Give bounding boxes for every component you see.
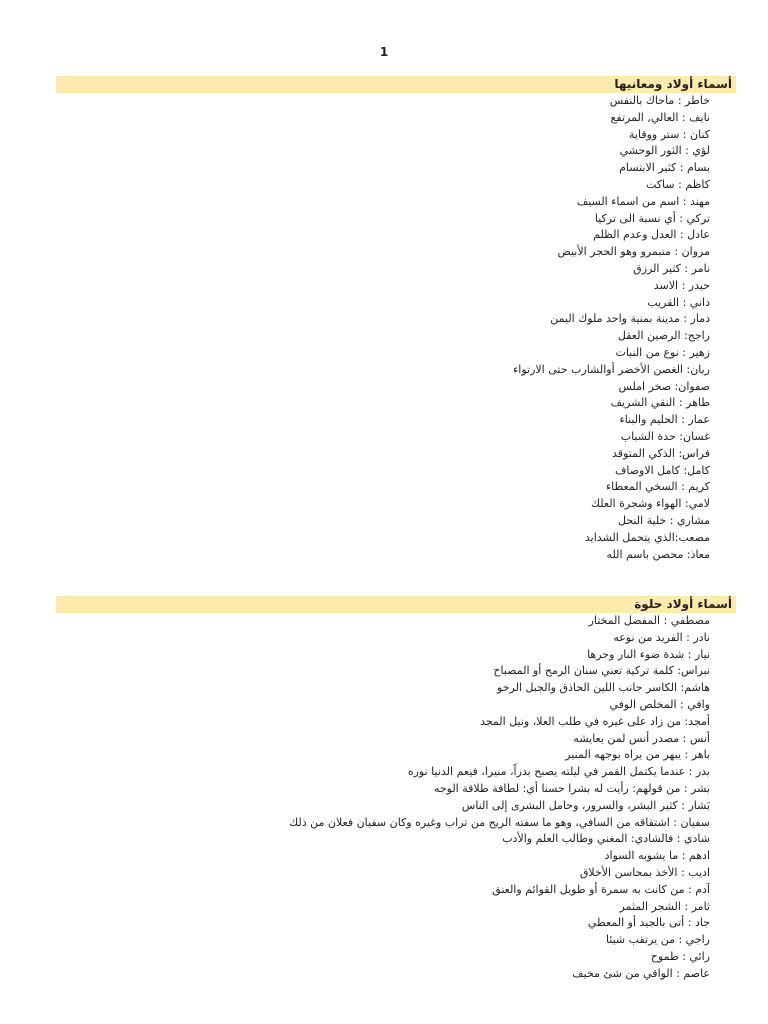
name-entry: كريم : السخي المعطاء [606, 480, 710, 494]
name-entry: لؤي : الثور الوحشي [619, 144, 710, 158]
name-entry: رائي : طموح [650, 949, 710, 963]
name-entry: ريان: الغصن الأخضر أوالشارب حتى الارتواء [513, 362, 710, 376]
name-entry: حيدر : الاسد [653, 278, 710, 292]
name-entry: مهند : اسم من اسماء السيف [576, 194, 710, 208]
section-title: أسماء أولاد حلوة [56, 596, 736, 613]
name-entry: جاد : أتى بالجيد أو المعطي [587, 916, 710, 930]
name-entry: عمار : الحليم والبناء [619, 413, 710, 427]
name-entry: وافي : المخلص الوفي [609, 697, 710, 711]
name-entry: ثامر : الشجر المثمر [619, 899, 710, 913]
name-entry: آدم : من كانت به سمرة أو طويل القوائم والعنق [492, 882, 710, 896]
name-entry: اديب : الأخذ بمحاسن الأخلاق [579, 865, 710, 879]
section-title: أسماء أولاد ومعانيها [56, 76, 736, 93]
name-entry: باهر : يبهر من يراه بوجهه المنير [565, 748, 710, 762]
name-entry: داني : القريب [647, 295, 710, 309]
name-entry: عادل : العدل وعدم الظلم [593, 228, 710, 242]
name-entry: مروان : متبمرو وهو الحجر الأبيض [557, 245, 710, 259]
boys-names-meanings-section [56, 76, 736, 563]
name-entry: صفوان: صخر املس [618, 379, 710, 393]
name-entry: نامر : كثير الرزق [633, 261, 710, 275]
names-list [56, 613, 736, 983]
name-entry: كامل: كامل الاوصاف [614, 463, 710, 477]
page-number: 1 [379, 45, 389, 59]
name-entry: مشاري : خلية النحل [618, 513, 710, 527]
name-entry: كنان : ستر ووقاية [629, 127, 710, 141]
name-entry: أنس : مصدر أنس لمن يعايشه [573, 731, 710, 745]
name-entry: بَشار : كثير البشر، والسرور، وحامل البشرى إلى الناس [461, 798, 710, 812]
name-entry: راجي : من يرتقب شيئا [605, 933, 710, 947]
name-entry: معاذ: محصن باسم الله [606, 547, 710, 561]
name-entry: زهير : نوع من النبات [615, 345, 710, 359]
name-entry: نبراس: كلمة تركية تعني سنان الرمح أو المصباح [493, 664, 710, 678]
name-entry: ادهم : ما يشوبه السواد [604, 849, 710, 863]
name-entry: سفيان : اشتقاقه من السافي، وهو ما سفته الريح من تراب وغيره وكان سفيان فعلان من ذلك [289, 815, 710, 829]
name-entry: مصعب:الذي يتحمل الشدايد [584, 530, 710, 544]
name-entry: فراس: الذكي المتوقد [612, 446, 710, 460]
sweet-boys-names-section [56, 596, 736, 983]
name-entry: دمار : مدينة بمنية واحد ملوك اليمن [550, 312, 710, 326]
name-entry: شادي : فالشادي: المغني وطالب العلم والأدب [502, 832, 710, 846]
name-entry: بشر : من قولهم: رأيت له بشرا حسنا أي: لطافة طلاقة الوجه [433, 781, 710, 795]
name-entry: هاشم: الكاسر جانب اللين الحاذق والجبل الرخو [497, 681, 710, 695]
name-entry: نيار : شدة ضوء النار وحرها [587, 647, 710, 661]
name-entry: طاهر : النقي الشريف [610, 396, 710, 410]
name-entry: تركي : أي نسبة الى تركيا [594, 211, 710, 225]
name-entry: راجح: الرصين العقل [617, 329, 710, 343]
name-entry: خاطر : ماحاك بالنفس [609, 94, 710, 107]
names-list [56, 93, 736, 563]
name-entry: أمجد: من زاد على غيره في طلب العلا، ونيل المجد [480, 714, 710, 728]
name-entry: كاظم : ساكت [646, 177, 710, 191]
name-entry: بدر : عندما يكتمل القمر في ليلته يصبح بدراً، منيرا، فيعم الدنيا نوره [407, 765, 710, 779]
name-entry: مصطفي : المفضل المختار [588, 614, 710, 627]
name-entry: نادر : الفريد من نوعه [613, 630, 710, 644]
name-entry: نايف : العالي, المرتفع [610, 110, 710, 124]
name-entry: عاصم : الواقي من شئ مخيف [572, 966, 710, 980]
name-entry: غسان: حدة الشباب [620, 429, 710, 443]
name-entry: بسام : كثير الابتسام [619, 161, 710, 175]
name-entry: لامي: الهواء وشجرة العلك [590, 497, 710, 511]
